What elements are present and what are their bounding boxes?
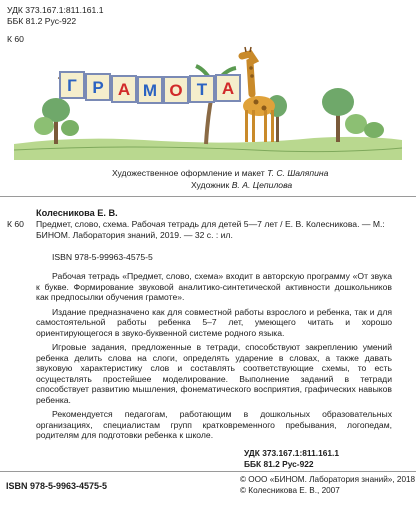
flag-letter-6: Т: [196, 80, 208, 99]
flag-letter-7: А: [221, 79, 235, 98]
banner-illustration: [14, 40, 402, 160]
tree-left: [34, 98, 79, 144]
flag-letter-3: А: [117, 80, 131, 99]
tree-right: [322, 88, 384, 142]
bib-description: Предмет, слово, схема. Рабочая тетрадь для детей 5—7 лет / Е. В. Колесникова. — М.: БИНОМ. Лаборатория знаний, 2019. — 32 с. : ил.: [36, 219, 385, 240]
giraffe-figure: [242, 47, 275, 142]
footer-isbn: ISBN 978-5-9963-4575-5: [6, 481, 108, 491]
flag-7: [216, 75, 240, 101]
copyright: [240, 474, 415, 496]
margin-code: К 60: [7, 219, 24, 229]
annotation: [36, 271, 392, 445]
credits-name-1: Т. С. Шаляпина: [267, 168, 329, 178]
credits-line-2: [191, 180, 292, 191]
bottom-codes: [244, 448, 339, 469]
divider-bottom: [0, 471, 416, 472]
bottom-udc: УДК 373.167.1:811.161.1: [244, 448, 340, 458]
flag-letter-1: Г: [67, 76, 77, 95]
credits-name-2: В. А. Цепилова: [231, 180, 293, 190]
credits-label-1: Художественное оформление и макет: [112, 168, 265, 178]
flag-1: [60, 72, 84, 98]
copyright-line-1: © ООО «БИНОМ. Лаборатория знаний», 2018: [240, 475, 416, 484]
flag-6: [190, 76, 214, 102]
bottom-bbk: ББК 81.2 Рус-922: [244, 458, 314, 469]
divider-top: [0, 196, 416, 197]
top-k: К 60: [7, 34, 24, 45]
letter-flags: [60, 72, 240, 103]
credits-label-2: Художник: [191, 180, 230, 190]
flag-5: [164, 77, 188, 103]
flag-letter-4: М: [142, 81, 158, 100]
top-codes: [7, 5, 104, 45]
annotation-paragraph: Игровые задания, предложенные в тетради, способствуют закреплению умений ребенка делить слова на слоги, определять ударение в словах, а также давать звуковую характеристику слов и составлять соответствующие схемы, то есть осуществлять простейшее моделирование. Выполнение заданий в тетради способствует развитию мышления, фонематического восприятия, графических навыков ребенка.: [36, 342, 392, 405]
credits-line-1: [112, 168, 328, 179]
flag-letter-5: О: [169, 81, 183, 100]
author-heading: Колесникова Е. В.: [36, 208, 118, 218]
flag-letter-2: Р: [92, 78, 104, 97]
flag-4: [138, 77, 162, 103]
bib-isbn: ISBN 978-5-99963-4575-5: [52, 252, 153, 262]
top-bbk: ББК 81.2 Рус-922: [7, 15, 77, 26]
annotation-paragraph: Рабочая тетрадь «Предмет, слово, схема» входит в авторскую программу «От звука к букве. Формирование звуковой аналитико-синтетической активности дошкольников как предпосылки обучения грамоте».: [36, 271, 392, 302]
flag-2: [86, 74, 110, 100]
flag-3: [112, 76, 136, 102]
annotation-paragraph: Рекомендуется педагогам, работающим в дошкольных образовательных организациях, специалистам групп кратковременного пребывания, логопедам, родителям для подготовки ребенка к школе.: [36, 409, 392, 440]
top-udc: УДК 373.167.1:811.161.1: [7, 5, 104, 15]
annotation-paragraph: Издание предназначено как для совместной работы взрослого и ребенка, так и для самостоятельной работы ребенка 5–7 лет, умеющего читать и хорошо ориентирующегося в звуко-буквенной системе родного языка.: [36, 306, 392, 338]
copyright-line-2: © Колесникова Е. В., 2007: [240, 486, 340, 495]
